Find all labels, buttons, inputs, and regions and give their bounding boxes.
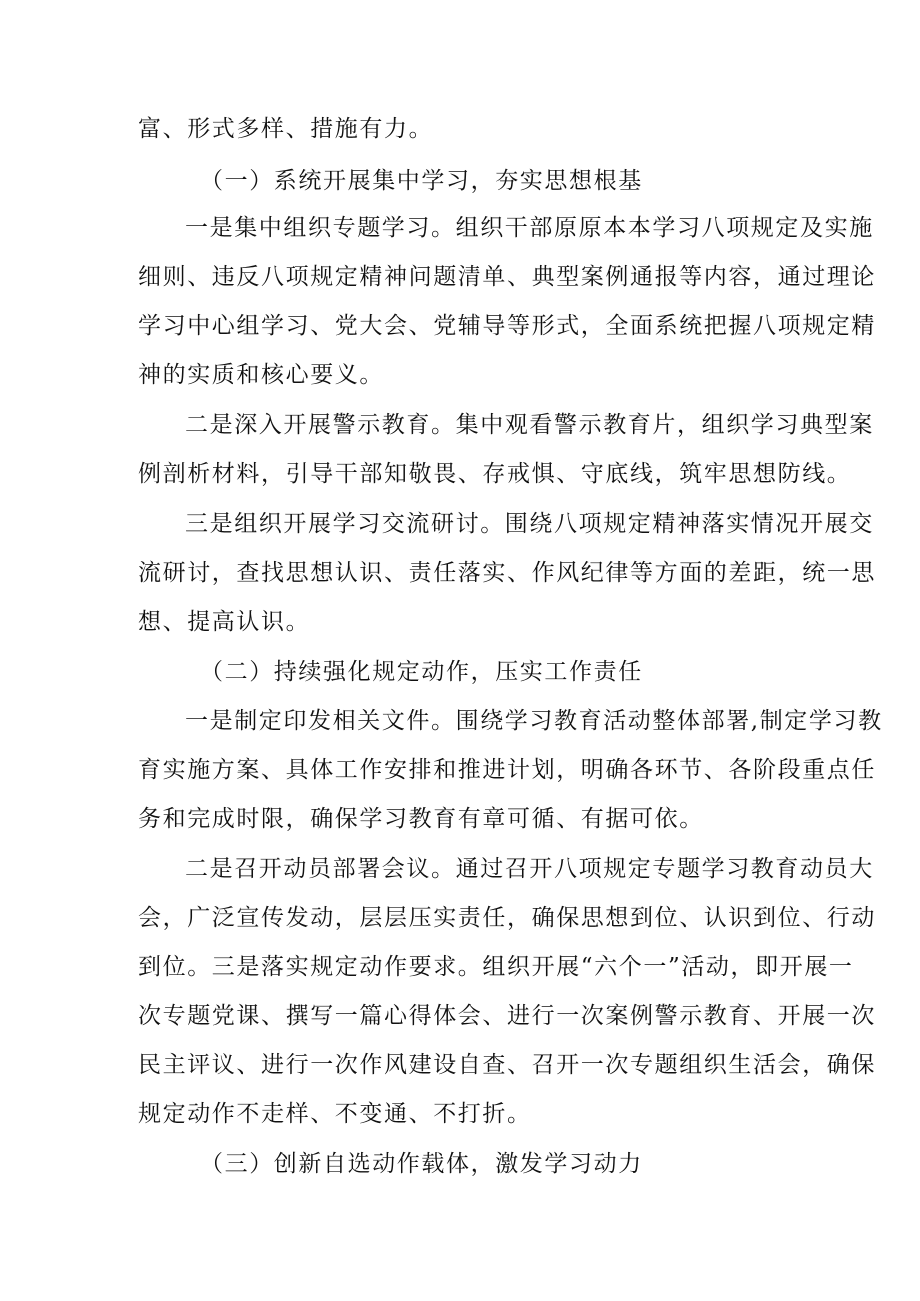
paragraph-line: 细则、违反八项规定精神问题清单、典型案例通报等内容，通过理论 bbox=[138, 264, 876, 290]
paragraph-line: 富、形式多样、措施有力。 bbox=[138, 116, 434, 142]
paragraph-line: 例剖析材料，引导干部知敬畏、存戒惧、守底线，筑牢思想防线。 bbox=[138, 461, 852, 487]
paragraph-line: 流研讨，查找思想认识、责任落实、作风纪律等方面的差距，统一思 bbox=[138, 560, 876, 586]
paragraph-line: 规定动作不走样、不变通、不打折。 bbox=[138, 1101, 532, 1127]
paragraph-line: 二是召开动员部署会议。通过召开八项规定专题学习教育动员大 bbox=[185, 856, 874, 882]
paragraph-line: 到位。三是落实规定动作要求。组织开展“六个一”活动，即开展一 bbox=[138, 954, 854, 980]
paragraph-line: 神的实质和核心要义。 bbox=[138, 362, 384, 388]
paragraph-line: 三是组织开展学习交流研讨。围绕八项规定精神落实情况开展交 bbox=[185, 511, 874, 537]
paragraph-line: 一是制定印发相关文件。围绕学习教育活动整体部署,制定学习教 bbox=[185, 708, 883, 734]
paragraph-line: 次专题党课、撰写一篇心得体会、进行一次案例警示教育、开展一次 bbox=[138, 1003, 876, 1029]
paragraph-line: 一是集中组织专题学习。组织干部原原本本学习八项规定及实施 bbox=[185, 215, 874, 241]
paragraph-line: 想、提高认识。 bbox=[138, 609, 311, 635]
paragraph-line: 会，广泛宣传发动，层层压实责任，确保思想到位、认识到位、行动 bbox=[138, 905, 876, 931]
paragraph-line: 民主评议、进行一次作风建设自查、召开一次专题组织生活会，确保 bbox=[138, 1052, 876, 1078]
section-heading: （三）创新自选动作载体，激发学习动力 bbox=[200, 1151, 643, 1177]
paragraph-line: 育实施方案、具体工作安排和推进计划，明确各环节、各阶段重点任 bbox=[138, 757, 876, 783]
paragraph-line: 学习中心组学习、党大会、党辅导等形式，全面系统把握八项规定精 bbox=[138, 313, 876, 339]
paragraph-line: 务和完成时限，确保学习教育有章可循、有据可依。 bbox=[138, 806, 704, 832]
paragraph-line: 二是深入开展警示教育。集中观看警示教育片，组织学习典型案 bbox=[185, 412, 874, 438]
section-heading: （一）系统开展集中学习，夯实思想根基 bbox=[200, 168, 643, 194]
section-heading: （二）持续强化规定动作，压实工作责任 bbox=[200, 659, 643, 685]
